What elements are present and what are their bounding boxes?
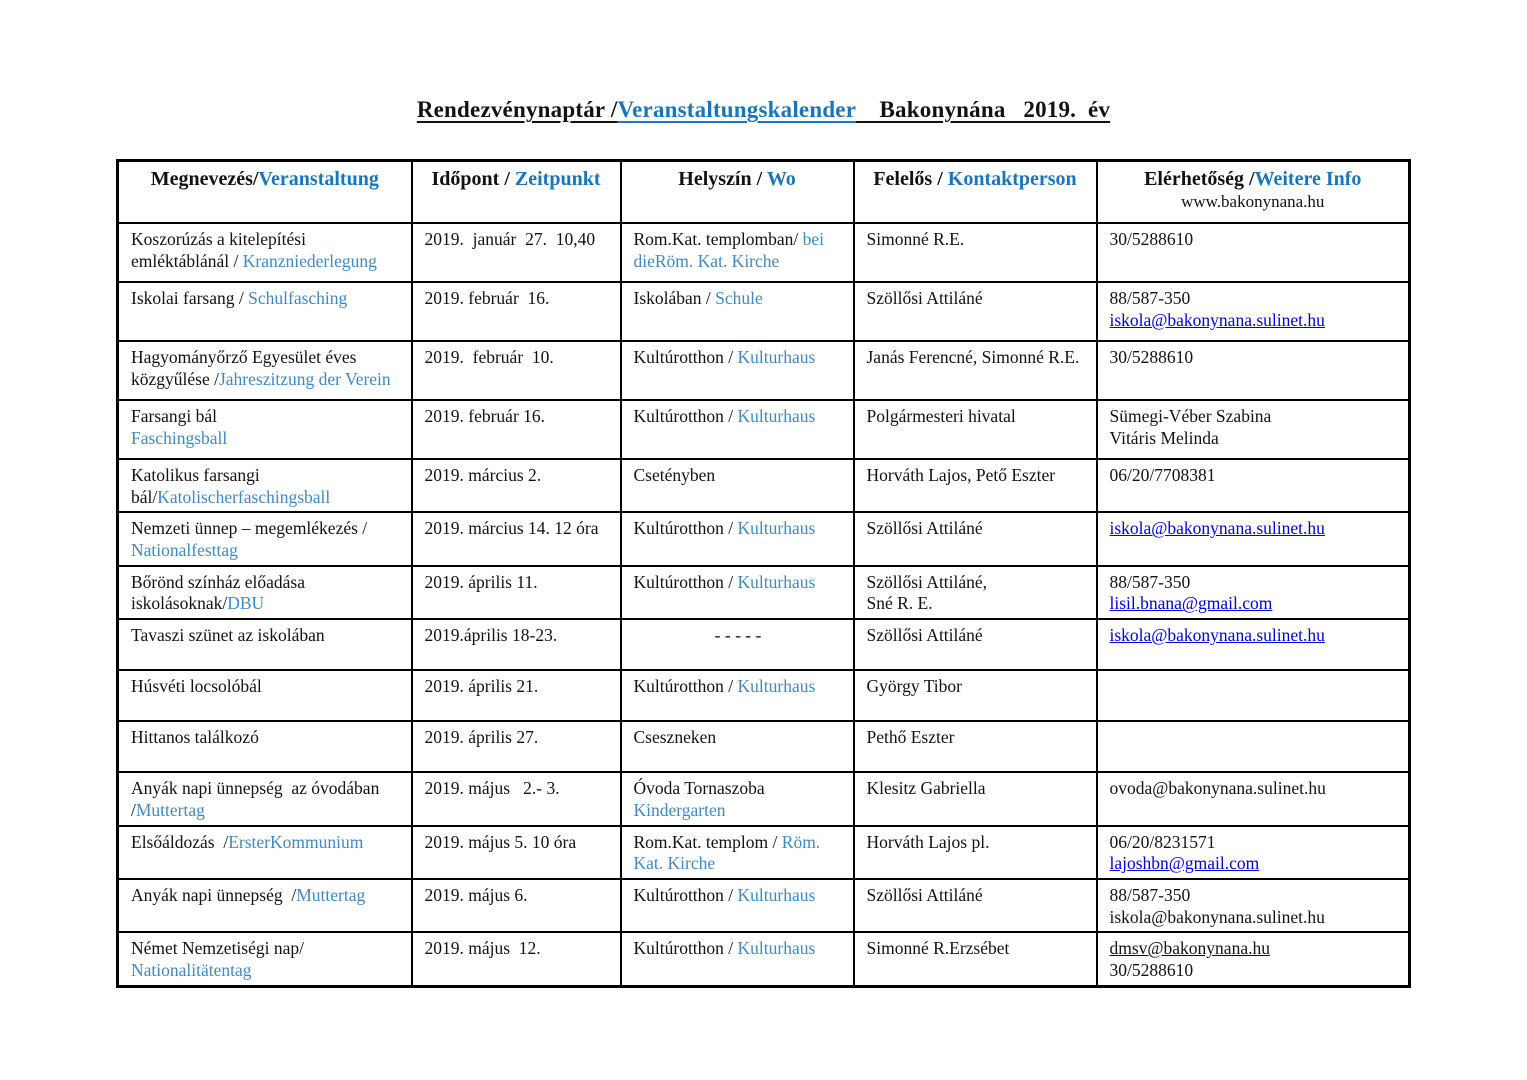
responsible-cell — [854, 879, 1097, 932]
date-cell — [412, 341, 621, 400]
date-cell — [412, 826, 621, 879]
cell-line — [1110, 428, 1399, 450]
cell-text: ErsterKommunium — [228, 831, 364, 852]
cell-text: Kulturhaus — [737, 518, 816, 539]
cell-line — [131, 428, 401, 450]
cell-line — [131, 938, 401, 960]
cell-line — [1110, 960, 1399, 982]
location-cell — [621, 459, 854, 512]
cell-line — [634, 347, 843, 369]
cell-line — [425, 938, 610, 960]
cell-text: / — [131, 799, 136, 820]
cell-text: Anyák napi ünnepség az óvodában — [131, 778, 380, 799]
cell-text: 06/20/7708381 — [1109, 465, 1216, 485]
email-link[interactable]: iskola@bakonynana.sulinet.hu — [1109, 309, 1325, 330]
date-cell — [412, 282, 621, 341]
cell-text: Röm. — [781, 831, 821, 852]
contact-cell — [1097, 566, 1410, 619]
cell-text: ovoda@bakonynana.sulinet.hu — [1109, 778, 1326, 799]
cell-text: 2019. január 27. 10,40 — [424, 229, 596, 249]
table-row — [118, 341, 1410, 400]
cell-text: Kultúrotthon / — [633, 518, 738, 539]
cell-text: Szöllősi Attiláné — [866, 518, 983, 539]
table-row — [118, 459, 1410, 512]
contact-cell — [1097, 772, 1410, 825]
cell-text: Kulturhaus — [737, 347, 816, 367]
cell-text: közgyűlése / — [131, 368, 219, 389]
cell-text: 06/20/8231571 — [1109, 831, 1216, 852]
cell-text: 88/587-350 — [1109, 571, 1191, 592]
cell-line — [634, 727, 843, 749]
cell-text: 2019. május 12. — [424, 938, 541, 959]
cell-line — [425, 778, 610, 800]
cell-line — [867, 778, 1086, 800]
location-cell — [621, 400, 854, 459]
cell-text: Tavaszi szünet az iskolában — [131, 625, 325, 646]
header-location — [621, 161, 854, 224]
email-link[interactable]: lajoshbn@gmail.com — [1109, 853, 1260, 874]
cell-line — [131, 676, 401, 698]
cell-line — [634, 885, 843, 907]
cell-line — [131, 727, 401, 749]
cell-line — [131, 625, 401, 647]
cell-text: 2019. február 16. — [424, 406, 546, 426]
responsible-cell — [854, 826, 1097, 879]
cell-line — [634, 465, 843, 487]
cell-line — [867, 625, 1086, 647]
contact-cell — [1097, 879, 1410, 932]
cell-text: Elsőáldozás / — [131, 831, 229, 852]
cell-text: György Tibor — [866, 676, 962, 697]
cell-line — [131, 487, 401, 509]
event-name-cell — [118, 400, 412, 459]
cell-text: 2019.április 18-23. — [424, 625, 558, 646]
cell-text: 30/5288610 — [1109, 347, 1194, 367]
cell-text: bei — [802, 229, 825, 249]
cell-line — [425, 465, 610, 487]
cell-text: Simonné R.Erzsébet — [866, 938, 1010, 959]
cell-line — [131, 960, 401, 982]
cell-line — [131, 593, 401, 615]
cell-text: Sümegi-Véber Szabina — [1109, 406, 1272, 426]
header-text-german: Zeitpunkt — [514, 168, 601, 190]
location-cell — [621, 772, 854, 825]
event-name-cell — [118, 341, 412, 400]
cell-text: 2019. március 14. 12 óra — [424, 518, 599, 539]
event-name-cell — [118, 932, 412, 986]
cell-line — [634, 625, 843, 647]
cell-text: 2019. március 2. — [424, 465, 542, 485]
cell-text: Rom.Kat. templomban/ — [633, 229, 803, 249]
cell-line — [425, 625, 610, 647]
cell-text: Szöllősi Attiláné — [866, 288, 983, 308]
cell-line — [1110, 229, 1399, 251]
cell-line — [425, 727, 610, 749]
table-row — [118, 619, 1410, 670]
cell-text: Szöllősi Attiláné — [866, 625, 983, 646]
cell-text: iskola@bakonynana.sulinet.hu — [1109, 906, 1325, 927]
cell-line — [1110, 465, 1399, 487]
cell-text: Kultúrotthon / — [633, 676, 738, 697]
date-cell — [412, 619, 621, 670]
header-text: Elérhetőség / — [1144, 168, 1255, 190]
cell-line — [425, 229, 610, 251]
cell-text: iskolásoknak/ — [131, 593, 228, 614]
website-url: www.bakonynana.hu — [1181, 192, 1325, 211]
cell-line — [131, 288, 401, 310]
cell-line — [131, 347, 401, 369]
cell-line — [1110, 347, 1399, 369]
cell-text: Schule — [715, 288, 763, 308]
cell-text: Csetényben — [633, 465, 716, 485]
table-row — [118, 400, 1410, 459]
cell-text: Anyák napi ünnepség / — [131, 884, 297, 905]
cell-line — [1110, 288, 1399, 310]
cell-line — [425, 406, 610, 428]
cell-text: 2019. május 5. 10 óra — [424, 831, 577, 852]
cell-line — [634, 251, 843, 273]
cell-text: Simonné R.E. — [866, 229, 965, 249]
cell-text: emléktáblánál / — [131, 250, 243, 271]
cell-text: 2019. április 21. — [424, 676, 539, 697]
table-row — [118, 282, 1410, 341]
event-name-cell — [118, 670, 412, 721]
cell-text: 2019. április 27. — [424, 727, 539, 748]
cell-line — [1110, 518, 1399, 540]
cell-line — [131, 369, 401, 391]
cell-text: Kultúrotthon / — [633, 884, 738, 905]
responsible-cell — [854, 512, 1097, 565]
cell-line — [1110, 832, 1399, 854]
cell-line — [634, 676, 843, 698]
cell-line — [131, 778, 401, 800]
title-location-year: Bakonynána 2019. év — [855, 97, 1111, 122]
cell-text: Kultúrotthon / — [633, 938, 738, 959]
contact-cell — [1097, 721, 1410, 772]
title-hungarian: Rendezvénynaptár / — [416, 97, 618, 122]
contact-cell — [1097, 670, 1410, 721]
header-contact — [1097, 161, 1410, 224]
table-row — [118, 932, 1410, 986]
responsible-cell — [854, 721, 1097, 772]
cell-line — [867, 288, 1086, 310]
cell-line — [634, 832, 843, 854]
header-text: Időpont / — [431, 168, 515, 190]
cell-text: Kat. Kirche — [633, 853, 716, 874]
cell-line — [1110, 572, 1399, 594]
cell-line — [1110, 938, 1399, 960]
cell-text: Kulturhaus — [737, 884, 816, 905]
cell-text: Jahreszitzung der Verein — [218, 368, 391, 389]
cell-line — [131, 572, 401, 594]
header-date — [412, 161, 621, 224]
cell-line — [425, 572, 610, 594]
cell-line — [867, 593, 1086, 615]
location-cell — [621, 879, 854, 932]
contact-cell — [1097, 512, 1410, 565]
cell-line — [131, 251, 401, 273]
cell-line — [1110, 593, 1399, 615]
table-row — [118, 566, 1410, 619]
cell-text: Nemzeti ünnep – megemlékezés / — [131, 518, 368, 539]
responsible-cell — [854, 282, 1097, 341]
location-cell — [621, 341, 854, 400]
location-cell — [621, 670, 854, 721]
event-name-cell — [118, 459, 412, 512]
cell-text: Kulturhaus — [737, 406, 816, 426]
title-german: Veranstaltungskalender — [617, 97, 856, 122]
cell-line — [131, 885, 401, 907]
cell-text: 2019. május 2.- 3. — [424, 778, 560, 799]
contact-cell — [1097, 223, 1410, 282]
header-text: Megnevezés/ — [150, 168, 259, 190]
event-name-cell — [118, 826, 412, 879]
cell-text: Kranzniederlegung — [242, 250, 377, 271]
cell-line — [867, 465, 1086, 487]
cell-text: 2019. április 11. — [424, 571, 538, 592]
cell-line — [1110, 625, 1399, 647]
cell-line — [634, 406, 843, 428]
cell-line — [867, 832, 1086, 854]
cell-text: - - - - - — [714, 625, 762, 646]
cell-text: dieRöm. Kat. Kirche — [633, 250, 780, 271]
cell-line — [867, 406, 1086, 428]
cell-line — [867, 676, 1086, 698]
cell-text: Cseszneken — [633, 727, 717, 748]
responsible-cell — [854, 619, 1097, 670]
location-cell — [621, 932, 854, 986]
cell-text: Német Nemzetiségi nap/ — [131, 938, 304, 959]
page-title — [0, 97, 1527, 123]
cell-text: Katolischerfaschingsball — [157, 486, 331, 507]
table-row — [118, 223, 1410, 282]
cell-text: Koszorúzás a kitelepítési — [131, 229, 306, 249]
table-row — [118, 512, 1410, 565]
header-responsible — [854, 161, 1097, 224]
event-name-cell — [118, 223, 412, 282]
event-name-cell — [118, 772, 412, 825]
contact-cell — [1097, 932, 1410, 986]
cell-text: DBU — [227, 593, 265, 614]
cell-text: 88/587-350 — [1109, 884, 1191, 905]
cell-line — [634, 572, 843, 594]
cell-text: 2019. február 10. — [424, 347, 554, 367]
header-row — [118, 161, 1410, 224]
date-cell — [412, 459, 621, 512]
date-cell — [412, 512, 621, 565]
header-text-german: Kontaktperson — [947, 168, 1077, 190]
cell-text: Nationalfesttag — [131, 540, 238, 561]
cell-text: 30/5288610 — [1109, 959, 1194, 980]
email-link[interactable]: lisil.bnana@gmail.com — [1109, 593, 1273, 614]
date-cell — [412, 932, 621, 986]
cell-text: Iskolai farsang / — [131, 288, 249, 308]
email-link[interactable]: iskola@bakonynana.sulinet.hu — [1109, 625, 1325, 646]
event-name-cell — [118, 566, 412, 619]
event-name-cell — [118, 721, 412, 772]
cell-text: Iskolában / — [633, 288, 716, 308]
cell-line — [425, 832, 610, 854]
cell-text: Bőrönd színház előadása — [131, 571, 305, 592]
cell-line — [131, 540, 401, 562]
cell-line — [1110, 778, 1399, 800]
location-cell — [621, 512, 854, 565]
cell-text: Muttertag — [296, 884, 366, 905]
cell-line — [131, 465, 401, 487]
cell-line — [131, 229, 401, 251]
email-link[interactable]: dmsv@bakonynana.hu — [1109, 938, 1270, 959]
table-row — [118, 772, 1410, 825]
cell-text: Faschingsball — [131, 427, 228, 448]
table-row — [118, 826, 1410, 879]
cell-line — [867, 885, 1086, 907]
cell-line — [867, 347, 1086, 369]
header-text-german: Wo — [766, 168, 796, 190]
cell-line — [425, 676, 610, 698]
location-cell — [621, 282, 854, 341]
location-cell — [621, 566, 854, 619]
location-cell — [621, 223, 854, 282]
cell-text: Hagyományőrző Egyesület éves — [131, 347, 357, 367]
cell-text: Horváth Lajos pl. — [866, 831, 990, 852]
cell-line — [1110, 885, 1399, 907]
cell-line — [131, 406, 401, 428]
cell-text: Óvoda Tornaszoba — [633, 778, 765, 799]
cell-line — [131, 518, 401, 540]
cell-text: Janás Ferencné, Simonné R.E. — [866, 347, 1080, 367]
cell-text: Hittanos találkozó — [131, 727, 259, 748]
responsible-cell — [854, 341, 1097, 400]
contact-cell — [1097, 341, 1410, 400]
cell-text: Nationalitätentag — [131, 959, 252, 980]
cell-text: Polgármesteri hivatal — [866, 406, 1016, 426]
cell-text: Húsvéti locsolóbál — [131, 676, 262, 697]
responsible-cell — [854, 932, 1097, 986]
cell-text: Kultúrotthon / — [633, 347, 738, 367]
contact-cell — [1097, 400, 1410, 459]
cell-text: bál/ — [131, 486, 158, 507]
cell-text: Szöllősi Attiláné, — [866, 571, 988, 592]
header-text: Felelős / — [873, 168, 948, 190]
cell-text: Katolikus farsangi — [131, 465, 260, 485]
contact-cell — [1097, 619, 1410, 670]
contact-cell — [1097, 282, 1410, 341]
location-cell — [621, 619, 854, 670]
cell-text: 88/587-350 — [1109, 288, 1191, 308]
cell-line — [634, 229, 843, 251]
responsible-cell — [854, 223, 1097, 282]
table-row — [118, 670, 1410, 721]
cell-line — [867, 518, 1086, 540]
location-cell — [621, 826, 854, 879]
date-cell — [412, 879, 621, 932]
header-text-german: Weitere Info — [1254, 168, 1362, 190]
responsible-cell — [854, 670, 1097, 721]
cell-line — [634, 853, 843, 875]
responsible-cell — [854, 400, 1097, 459]
cell-line — [131, 800, 401, 822]
cell-line — [867, 938, 1086, 960]
responsible-cell — [854, 566, 1097, 619]
cell-line — [1110, 907, 1399, 929]
cell-text: Farsangi bál — [131, 406, 218, 426]
cell-text: Szöllősi Attiláné — [866, 884, 983, 905]
cell-text: Kultúrotthon / — [633, 571, 738, 592]
header-event-name — [118, 161, 412, 224]
responsible-cell — [854, 772, 1097, 825]
cell-line — [867, 727, 1086, 749]
cell-text: Kulturhaus — [737, 571, 816, 592]
cell-text: Horváth Lajos, Pető Eszter — [866, 465, 1056, 485]
table-row — [118, 879, 1410, 932]
contact-cell — [1097, 459, 1410, 512]
date-cell — [412, 223, 621, 282]
email-link[interactable]: iskola@bakonynana.sulinet.hu — [1109, 518, 1325, 539]
cell-line — [634, 778, 843, 800]
event-name-cell — [118, 879, 412, 932]
cell-line — [425, 288, 610, 310]
cell-line — [634, 518, 843, 540]
header-text: Helyszín / — [678, 168, 767, 190]
event-name-cell — [118, 619, 412, 670]
cell-line — [1110, 310, 1399, 332]
cell-text: Sné R. E. — [866, 593, 933, 614]
cell-text: Kulturhaus — [737, 676, 816, 697]
cell-line — [634, 288, 843, 310]
cell-text: Kultúrotthon / — [633, 406, 738, 426]
cell-line — [425, 347, 610, 369]
location-cell — [621, 721, 854, 772]
cell-line — [867, 229, 1086, 251]
cell-text: 2019. február 16. — [424, 288, 550, 308]
date-cell — [412, 400, 621, 459]
date-cell — [412, 670, 621, 721]
cell-line — [1110, 406, 1399, 428]
cell-text: 30/5288610 — [1109, 229, 1194, 249]
cell-line — [425, 518, 610, 540]
cell-line — [634, 800, 843, 822]
cell-text: 2019. május 6. — [424, 884, 528, 905]
cell-text: Pethő Eszter — [866, 727, 955, 748]
cell-text: Kindergarten — [633, 799, 726, 820]
cell-text: Klesitz Gabriella — [866, 778, 986, 799]
cell-text: Rom.Kat. templom / — [633, 831, 782, 852]
cell-line — [867, 572, 1086, 594]
event-name-cell — [118, 282, 412, 341]
header-text-german: Veranstaltung — [258, 168, 379, 190]
event-calendar-table — [116, 159, 1411, 988]
table-row — [118, 721, 1410, 772]
date-cell — [412, 721, 621, 772]
cell-text: Schulfasching — [248, 288, 348, 308]
cell-line — [1110, 853, 1399, 875]
cell-line — [634, 938, 843, 960]
cell-line — [425, 885, 610, 907]
cell-line — [131, 832, 401, 854]
cell-text: Muttertag — [135, 799, 205, 820]
event-name-cell — [118, 512, 412, 565]
date-cell — [412, 566, 621, 619]
cell-text: Vitáris Melinda — [1109, 427, 1219, 448]
contact-cell — [1097, 826, 1410, 879]
cell-text: Kulturhaus — [737, 938, 816, 959]
responsible-cell — [854, 459, 1097, 512]
date-cell — [412, 772, 621, 825]
